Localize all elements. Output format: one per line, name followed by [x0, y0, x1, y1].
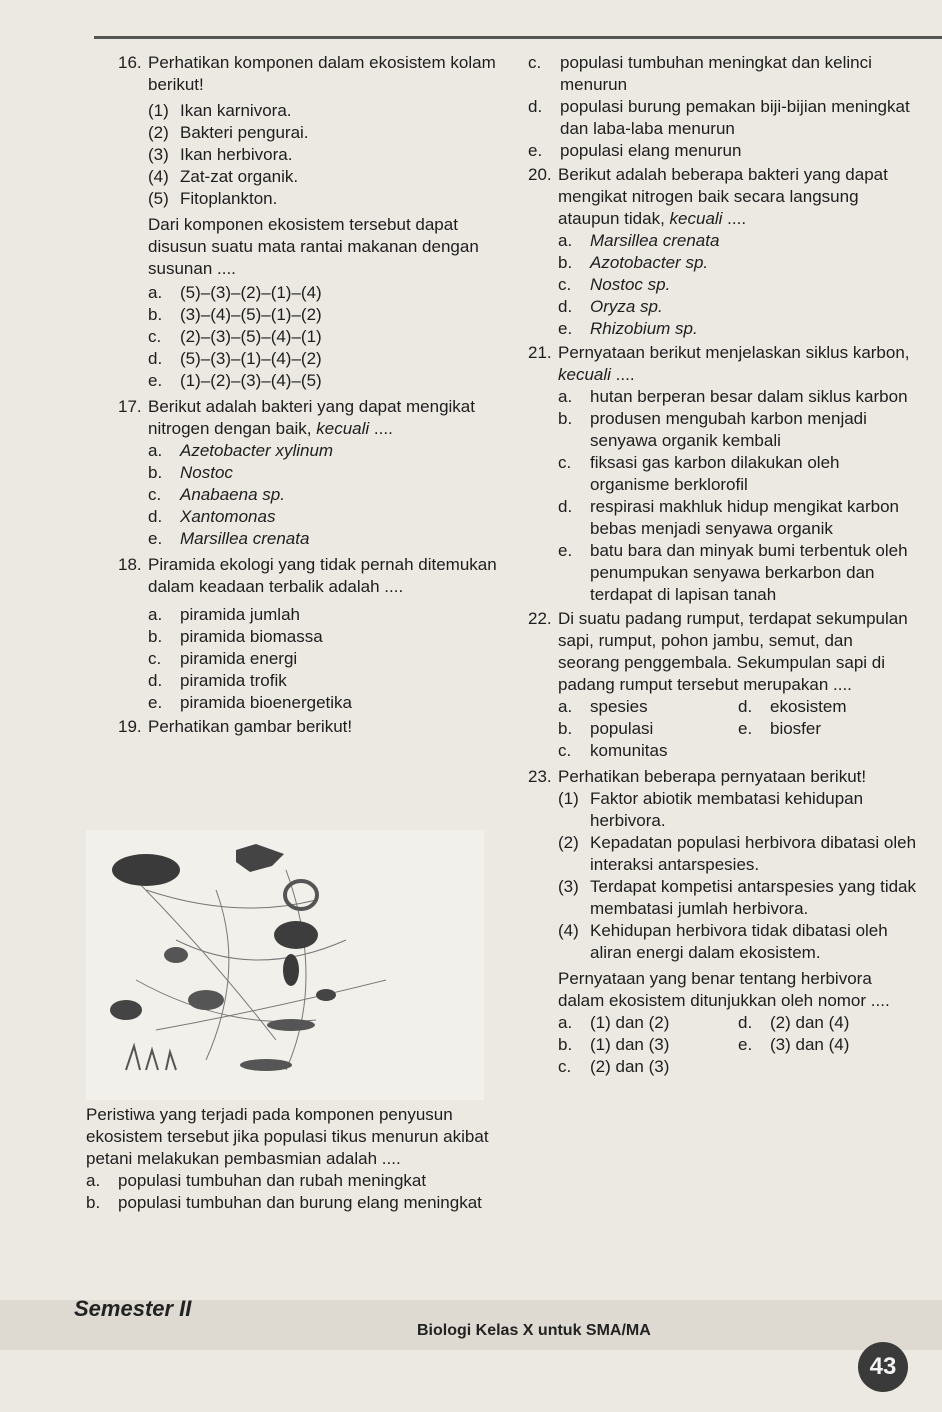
- answer-row: [558, 696, 918, 718]
- answer-option-e[interactable]: e. biosfer: [738, 719, 822, 738]
- rabbit-icon: [188, 990, 224, 1010]
- question-stem: Piramida ekologi yang tidak pernah ditemukan dalam keadaan terbalik adalah ....: [148, 555, 497, 596]
- food-web-illustration: [86, 830, 484, 1100]
- book-title: Biologi Kelas X untuk SMA/MA: [417, 1322, 651, 1339]
- answer-option-b[interactable]: b. (3)–(4)–(5)–(1)–(2): [148, 305, 322, 324]
- top-rule: [94, 36, 942, 39]
- fox-icon: [112, 854, 180, 886]
- right-column: [528, 52, 918, 1080]
- answer-option-c[interactable]: c. populasi tumbuhan meningkat dan kelinci menurun: [528, 53, 872, 94]
- answer-option-c[interactable]: c. Nostoc sp.: [558, 275, 671, 294]
- question-stem: Berikut adalah beberapa bakteri yang dapat mengikat nitrogen baik secara langsung ataupun tidak, kecuali ....: [558, 165, 888, 228]
- food-web-arrow: [136, 980, 316, 1022]
- answer-option-d[interactable]: d. respirasi makhluk hidup mengikat karbon bebas menjadi senyawa organik: [558, 497, 899, 538]
- answer-option-d[interactable]: d. (5)–(3)–(1)–(4)–(2): [148, 349, 322, 368]
- answer-option-c[interactable]: c. (2)–(3)–(5)–(4)–(1): [148, 327, 322, 346]
- hawk-icon: [236, 844, 284, 872]
- answer-option-a[interactable]: a. hutan berperan besar dalam siklus karbon: [558, 387, 908, 406]
- page-number: 43: [858, 1342, 908, 1392]
- answer-option-e[interactable]: e. (1)–(2)–(3)–(4)–(5): [148, 371, 322, 390]
- question-number: 22.: [528, 609, 552, 628]
- answer-option-d[interactable]: d. Xantomonas: [148, 507, 276, 526]
- question-number: 19.: [118, 717, 142, 736]
- answer-option-a[interactable]: a. spesies: [558, 697, 648, 716]
- answer-option-c[interactable]: c. (2) dan (3): [558, 1057, 670, 1076]
- list-item: (1) Faktor abiotik membatasi kehidupan herbivora.: [558, 789, 864, 830]
- answer-option-b[interactable]: b. (1) dan (3): [558, 1035, 670, 1054]
- answer-option-a[interactable]: a. (5)–(3)–(2)–(1)–(4): [148, 283, 322, 302]
- answer-option-a[interactable]: a. (1) dan (2): [558, 1013, 670, 1032]
- food-web-arrow: [206, 890, 229, 1060]
- answer-option-e[interactable]: e. Rhizobium sp.: [558, 319, 698, 338]
- question-stem: Perhatikan komponen dalam ekosistem kolam berikut!: [148, 53, 496, 94]
- answer-option-d[interactable]: d. (2) dan (4): [738, 1013, 850, 1032]
- beetle-icon: [283, 954, 299, 986]
- answer-option-c[interactable]: c. Anabaena sp.: [148, 485, 285, 504]
- list-item: (1) Ikan karnivora.: [148, 101, 292, 120]
- answer-option-e[interactable]: e. populasi elang menurun: [528, 141, 742, 160]
- list-item: (2) Bakteri pengurai.: [148, 123, 309, 142]
- question-stem: Di suatu padang rumput, terdapat sekumpulan sapi, rumput, pohon jambu, semut, dan seorang penggembala. Sekumpulan sapi di padang rumput tersebut merupakan ....: [558, 609, 908, 694]
- question-number: 20.: [528, 165, 552, 184]
- question-number: 17.: [118, 397, 142, 416]
- question-19-body: [86, 1104, 516, 1214]
- answer-row: [558, 1056, 918, 1078]
- question-18: [118, 554, 518, 714]
- answer-option-e[interactable]: e. (3) dan (4): [738, 1035, 850, 1054]
- spider-icon: [316, 989, 336, 1001]
- answer-option-e[interactable]: e. Marsillea crenata: [148, 529, 310, 548]
- answer-option-a[interactable]: a. populasi tumbuhan dan rubah meningkat: [86, 1171, 427, 1190]
- answer-option-b[interactable]: b. populasi tumbuhan dan burung elang meningkat: [86, 1193, 482, 1212]
- question-16: [118, 52, 518, 392]
- answer-option-b[interactable]: b. piramida biomassa: [148, 627, 323, 646]
- grasshopper-icon: [267, 1019, 315, 1031]
- answer-row: [558, 718, 918, 740]
- question-prompt: Peristiwa yang terjadi pada komponen penyusun ekosistem tersebut jika populasi tikus menurun akibat petani melakukan pembasmian adalah ....: [86, 1105, 489, 1168]
- question-20: [528, 164, 918, 340]
- question-number: 18.: [118, 555, 142, 574]
- answer-option-e[interactable]: e. piramida bioenergetika: [148, 693, 352, 712]
- question-17: [118, 396, 518, 550]
- answer-option-a[interactable]: a. piramida jumlah: [148, 605, 300, 624]
- question-prompt: Dari komponen ekosistem tersebut dapat disusun suatu mata rantai makanan dengan susunan ....: [148, 215, 479, 278]
- list-item: (3) Ikan herbivora.: [148, 145, 293, 164]
- mouse-icon: [110, 1000, 142, 1020]
- list-item: (4) Zat-zat organik.: [148, 167, 299, 186]
- question-23: [528, 766, 918, 1078]
- bird-icon: [164, 947, 188, 963]
- left-column: [118, 52, 518, 740]
- answer-option-b[interactable]: b. populasi: [558, 719, 654, 738]
- answer-option-c[interactable]: c. komunitas: [558, 741, 668, 760]
- frog-icon: [274, 921, 318, 949]
- plant-icon: [126, 1046, 176, 1070]
- answer-option-d[interactable]: d. piramida trofik: [148, 671, 287, 690]
- answer-option-a[interactable]: a. Azetobacter xylinum: [148, 441, 334, 460]
- list-item: (3) Terdapat kompetisi antarspesies yang tidak membatasi jumlah herbivora.: [558, 877, 917, 918]
- list-item: (5) Fitoplankton.: [148, 189, 278, 208]
- answer-row: [558, 1012, 918, 1034]
- question-21: [528, 342, 918, 606]
- answer-option-b[interactable]: b. Nostoc: [148, 463, 233, 482]
- answer-option-b[interactable]: b. Azotobacter sp.: [558, 253, 709, 272]
- list-item: (2) Kepadatan populasi herbivora dibatasi oleh interaksi antarspesies.: [558, 833, 917, 874]
- question-number: 23.: [528, 767, 552, 786]
- answer-option-a[interactable]: a. Marsillea crenata: [558, 231, 720, 250]
- semester-label: Semester II: [74, 1296, 192, 1321]
- question-number: 16.: [118, 53, 142, 72]
- question-stem: Berikut adalah bakteri yang dapat mengikat nitrogen dengan baik, kecuali ....: [148, 397, 475, 438]
- question-stem: Perhatikan gambar berikut!: [148, 717, 353, 736]
- cricket-icon: [240, 1059, 292, 1071]
- list-item: (4) Kehidupan herbivora tidak dibatasi oleh aliran energi dalam ekosistem.: [558, 921, 888, 962]
- question-stem: Pernyataan berikut menjelaskan siklus karbon, kecuali ....: [558, 343, 910, 384]
- snake-icon: [285, 881, 317, 909]
- answer-option-b[interactable]: b. produsen mengubah karbon menjadi senyawa organik kembali: [558, 409, 867, 450]
- answer-row: [558, 1034, 918, 1056]
- answer-option-d[interactable]: d. ekosistem: [738, 697, 847, 716]
- answer-option-c[interactable]: c. piramida energi: [148, 649, 298, 668]
- answer-row: [558, 740, 918, 762]
- food-web-figure: [86, 830, 484, 1100]
- answer-option-d[interactable]: d. populasi burung pemakan biji-bijian meningkat dan laba-laba menurun: [528, 97, 910, 138]
- answer-option-e[interactable]: e. batu bara dan minyak bumi terbentuk oleh penumpukan senyawa berkarbon dan terdapat di lapisan tanah: [558, 541, 908, 604]
- question-stem: Perhatikan beberapa pernyataan berikut!: [558, 767, 867, 786]
- food-web-arrow: [126, 870, 276, 1040]
- answer-option-c[interactable]: c. fiksasi gas karbon dilakukan oleh organisme berklorofil: [558, 453, 840, 494]
- question-prompt: Pernyataan yang benar tentang herbivora dalam ekosistem ditunjukkan oleh nomor ....: [558, 969, 890, 1010]
- question-19: [118, 716, 518, 738]
- answer-option-d[interactable]: d. Oryza sp.: [558, 297, 663, 316]
- question-22: [528, 608, 918, 762]
- question-number: 21.: [528, 343, 552, 362]
